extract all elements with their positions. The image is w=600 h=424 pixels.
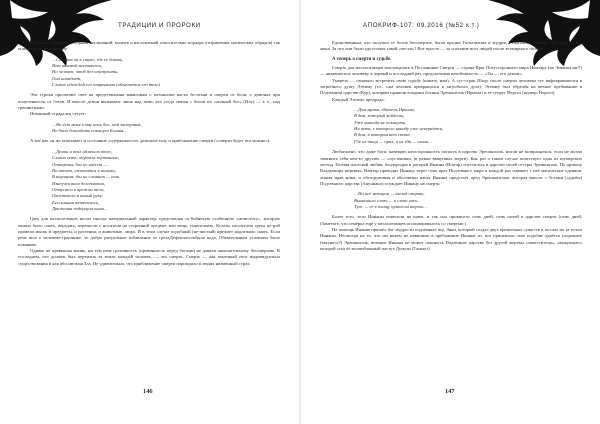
right-page [300, 0, 600, 424]
page-number: 146 [143, 388, 153, 395]
verse-line: В наушном, бог не слышит — уши, [52, 174, 121, 180]
verse-line: …На неё метнули — взгляд смерти, [354, 191, 425, 197]
verse-line: Вымолвили слово — в слово гнев… [354, 197, 421, 203]
verse-line: Окостенела я анный руку, [52, 193, 103, 199]
verse-line: Словно сеть, опутала заутенные, [52, 155, 119, 161]
paragraph: Невинный страдалец сетует: [30, 111, 87, 117]
verse-line: Словно одеждой его покрывает (облачается его тело) [52, 82, 160, 88]
verse-line: В дом, который войдешь, [354, 113, 405, 119]
paragraph: Смерть для месопотамцев воплощалась в Посланнике Смерти — страна Врат Потустороннего мира Намтару (не Энмеша ни!!) — являвшегося человеку в первый и последний раз, предсказывая неизбежность — «Ты — его демон». [320, 65, 582, 77]
verse-line: Но человек, чтоб без отступить, [52, 69, 119, 75]
verse-line: Не было благодать покинула Богиня… [52, 128, 128, 134]
verse-line: Она нападает, [52, 75, 82, 81]
verse-line: …Демон и веял облачило тело, [52, 148, 112, 154]
paragraph: Умереть — означало встретить свою судьбу (шимту, нам). А сус-стран Шаду после смерти человека тут вифляровывался в загробного душу Этемму (т.е., сам человек превращался в загробного духа). Этемму был обречён на вечное пребывание в Подземном царстве (Кур), которым правили владыки богини Эрешкигаль (Ирнала) и её супруг Нергал (шумер. Нергал). [320, 77, 582, 96]
verse-line: …Не ест меня в эту ночь бог, мой заступник, [52, 121, 142, 127]
verse-block [52, 149, 280, 212]
paragraph: В текстах «Шурпу» (сборник заклинаний, молитв и наставлений относительно порядка отправления магических обрядов) так описан роль демона-галу: [18, 40, 280, 52]
paragraph: На помощь Инанне пришёл бог мудрости подземных вод Энки, который создал двух крошечных существ и послал их за телом Иннаны. Несмотря на то, что им никем не невинимо в пребывание Инанне из, все прицепили свое подобие удаётся ухороните (закунесь?) Эрешкигаль, великие Иннана не может покинуть Подземное царство без другой жертвы «заместителя», «выкупную» которой стал её возлюбленный пастух Думузи (Таммуз). [320, 226, 582, 251]
verse-block [52, 57, 280, 89]
running-head: ТРАДИЦИИ И ПРОРОКИ [118, 22, 201, 29]
paragraph: Каждый Этемму предрада: [332, 96, 385, 102]
verse-block [354, 107, 582, 145]
verse-line: Уже никогда не покинуть, [354, 119, 407, 125]
verse-line: …Спешит он к ступе, где ее боязнь, [52, 56, 124, 62]
verse-block [354, 191, 582, 210]
paragraph: Грех для месопотамцев носил иногда материальный характер, представляя со-бойнекую особенную «нечистоту», которую можно было снять, передать, перенести с носителя на сторонний предмет или вещь, уничтожить. Кстати, носителем греха по-рой провели мышь и предметы, и растения, и животные, люди. И в этом случае подобный (не-чистый) предмет надлежало снять. Если речь шла о человеке-грешнике, то дoбро ритуальное избавление от грехаДефектностьбыла вода. Обязательным условием было покаяние. [18, 216, 280, 247]
right-text-column [320, 40, 582, 252]
paragraph: А вот как он же описывает и состояние «одержимости» демоном-галу и приближение смерти («смерти будет что можно»): [30, 138, 271, 144]
verse-line: В дом, в котором нет света, [354, 132, 411, 138]
section-heading: А теперь о смерти и судьбе. [332, 56, 392, 62]
page-number: 147 [445, 388, 455, 395]
verse-line: Отпустил в прежом тело, [52, 186, 105, 192]
verse-line: Изнеучен вила делоплотно, [52, 180, 106, 186]
verse-line: Отмерены, бог не внёсет — [52, 161, 108, 167]
verse-block [52, 122, 280, 135]
running-head: АПОКРИФ-107: 09.2016 (№52 к.т.) [363, 22, 480, 29]
verse-line: Тут, — ее к плащу приплели атрою… [354, 203, 428, 209]
paragraph: Более того, тело Иннаны повесили на крюк, и так оно провисело семь дней, семь ночей в царстве смерти (семь дней, (Заметьте, что семёрка ещё у месопотамцев ассоциировалось со смертью.) [320, 214, 582, 226]
verse-line: Бессильная возвесились, [52, 199, 99, 205]
verse-line: …Дом мрака, обитель Иркалы, [354, 107, 415, 113]
verse-line: Нет никакой местности, [52, 63, 103, 69]
paragraph: Однако не превышая жизнь, ни тем паче греховность (провинность перед богами) не давали окончательному бессмертию. В последнем, что должен был пережить за земле каждый человек, — это смерть. Смерть — как конечный итог индивидуально существования и как абсолютная Зла. Не удивительно, что приближение смерти порождало в людях низменный страх. [18, 247, 280, 266]
verse-line: Движения подёрнула кыно… [52, 205, 109, 211]
paragraph: Единственным, кто получил от богов бессмертие, были предки Гильгамеша и мудрец Утнапишти (шумер. Зиусудра) и его жена. За что они были удостоены такой «чести»? Вот просто — за спасение всех людей после всемирного потопа… [320, 40, 582, 52]
verse-line: Где их пища — прах, а их еда — глина… [354, 138, 433, 144]
verse-line: Ни отчет, оплотится я ногами, [52, 167, 116, 173]
paragraph: Эти строки пролагают свет на представления вавилонян о механизме насти бо-лезни и смерти от боли, о демонах при полученности от ботов. И вместе демон вызывают лишь над теми, кто тогда связан с богом их «личный бог» (Илу) — т. е., над грешни-ками. [18, 92, 280, 111]
verse-line: На путь, с которого никаду уже невернётся, [354, 126, 443, 132]
paragraph: Любопытно, что даже боги, навещаю неосторожность попасть в царство Эрешкигаль, могли не возвращаться, если не могли заменить себя кем-то другим — «пустышки» (в рамке выкупных жертв). Как раз о таком случае повествует одна из шумерских легенд. Богиня плотской любви, плодородия и распрей Инанна (Иштар) спустилась в царство своей сестры Эрешкигаль. По приказу Владычицы мёртвых, Намтар проводит Иннану через семь врат Подземного мира в каждой раз снимает с неё магические одеяния, лишая нрав кожи, и обезоруживая и абсолютно нагая Инанна предстаёт пред Эрешкигалью, которая вносит с богами (судьбы) Подземного царства (Ануннаки) осуждает Иннану на смерть: [320, 149, 582, 186]
left-text-column [18, 40, 280, 267]
